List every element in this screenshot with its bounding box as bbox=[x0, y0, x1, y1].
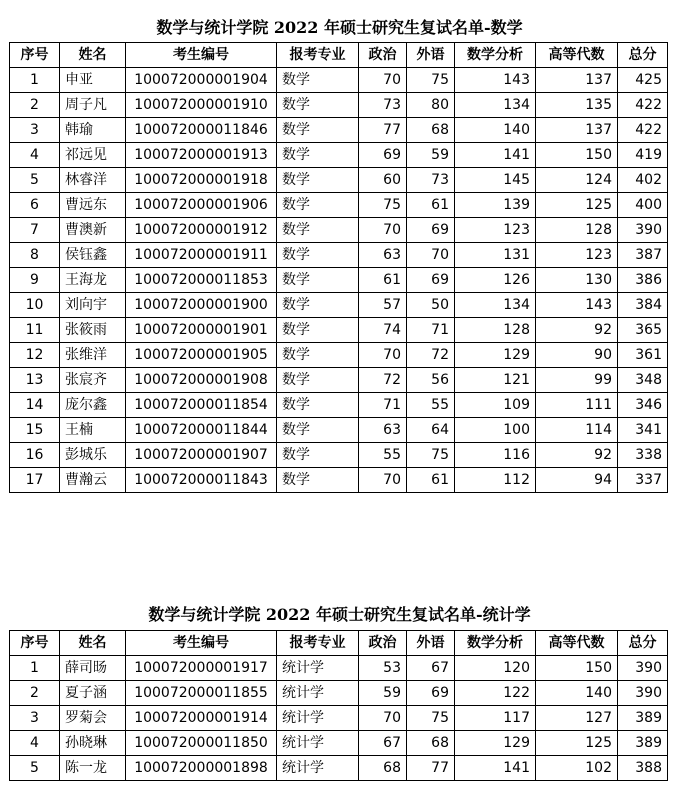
cell-major: 数学 bbox=[277, 443, 359, 468]
cell-seq: 3 bbox=[10, 118, 60, 143]
cell-name: 曹远东 bbox=[60, 193, 126, 218]
cell-politics: 70 bbox=[359, 343, 407, 368]
cell-math-analysis: 134 bbox=[455, 93, 536, 118]
cell-advanced-algebra: 99 bbox=[536, 368, 618, 393]
table-row bbox=[10, 143, 668, 168]
cell-advanced-algebra: 92 bbox=[536, 318, 618, 343]
cell-seq: 4 bbox=[10, 143, 60, 168]
cell-advanced-algebra: 90 bbox=[536, 343, 618, 368]
cell-major: 统计学 bbox=[277, 706, 359, 731]
table-row bbox=[10, 681, 668, 706]
cell-seq: 16 bbox=[10, 443, 60, 468]
cell-advanced-algebra: 125 bbox=[536, 731, 618, 756]
cell-foreign-language: 61 bbox=[407, 193, 455, 218]
header-math-analysis: 数学分析 bbox=[455, 631, 536, 656]
cell-name: 夏子涵 bbox=[60, 681, 126, 706]
cell-advanced-algebra: 130 bbox=[536, 268, 618, 293]
cell-name: 庞尔鑫 bbox=[60, 393, 126, 418]
cell-advanced-algebra: 150 bbox=[536, 143, 618, 168]
cell-advanced-algebra: 128 bbox=[536, 218, 618, 243]
cell-foreign-language: 80 bbox=[407, 93, 455, 118]
cell-politics: 60 bbox=[359, 168, 407, 193]
header-math-analysis: 数学分析 bbox=[455, 43, 536, 68]
header-advanced-algebra: 高等代数 bbox=[536, 631, 618, 656]
cell-math-analysis: 140 bbox=[455, 118, 536, 143]
table-row bbox=[10, 293, 668, 318]
cell-math-analysis: 126 bbox=[455, 268, 536, 293]
cell-major: 统计学 bbox=[277, 656, 359, 681]
cell-advanced-algebra: 135 bbox=[536, 93, 618, 118]
cell-total: 348 bbox=[618, 368, 668, 393]
cell-total: 365 bbox=[618, 318, 668, 343]
table-row bbox=[10, 656, 668, 681]
cell-advanced-algebra: 102 bbox=[536, 756, 618, 781]
cell-exam-id: 100072000001901 bbox=[126, 318, 277, 343]
header-name: 姓名 bbox=[60, 631, 126, 656]
cell-math-analysis: 112 bbox=[455, 468, 536, 493]
cell-math-analysis: 131 bbox=[455, 243, 536, 268]
cell-exam-id: 100072000001914 bbox=[126, 706, 277, 731]
cell-exam-id: 100072000011844 bbox=[126, 418, 277, 443]
cell-name: 曹澳新 bbox=[60, 218, 126, 243]
table-row bbox=[10, 68, 668, 93]
cell-foreign-language: 73 bbox=[407, 168, 455, 193]
cell-exam-id: 100072000001898 bbox=[126, 756, 277, 781]
cell-foreign-language: 67 bbox=[407, 656, 455, 681]
cell-foreign-language: 64 bbox=[407, 418, 455, 443]
cell-major: 数学 bbox=[277, 268, 359, 293]
cell-major: 数学 bbox=[277, 368, 359, 393]
header-advanced-algebra: 高等代数 bbox=[536, 43, 618, 68]
cell-politics: 67 bbox=[359, 731, 407, 756]
cell-name: 申亚 bbox=[60, 68, 126, 93]
cell-foreign-language: 69 bbox=[407, 218, 455, 243]
cell-name: 周子凡 bbox=[60, 93, 126, 118]
cell-math-analysis: 116 bbox=[455, 443, 536, 468]
cell-exam-id: 100072000001906 bbox=[126, 193, 277, 218]
cell-seq: 14 bbox=[10, 393, 60, 418]
header-total: 总分 bbox=[618, 43, 668, 68]
cell-advanced-algebra: 150 bbox=[536, 656, 618, 681]
header-foreign-language: 外语 bbox=[407, 43, 455, 68]
table-row bbox=[10, 168, 668, 193]
cell-math-analysis: 134 bbox=[455, 293, 536, 318]
cell-major: 数学 bbox=[277, 168, 359, 193]
math-table-body bbox=[10, 68, 668, 493]
table-row bbox=[10, 243, 668, 268]
table-row bbox=[10, 368, 668, 393]
cell-total: 341 bbox=[618, 418, 668, 443]
cell-total: 338 bbox=[618, 443, 668, 468]
cell-math-analysis: 121 bbox=[455, 368, 536, 393]
cell-name: 张维洋 bbox=[60, 343, 126, 368]
cell-seq: 1 bbox=[10, 68, 60, 93]
cell-math-analysis: 122 bbox=[455, 681, 536, 706]
table-row bbox=[10, 318, 668, 343]
cell-name: 陈一龙 bbox=[60, 756, 126, 781]
cell-foreign-language: 77 bbox=[407, 756, 455, 781]
cell-major: 数学 bbox=[277, 393, 359, 418]
cell-advanced-algebra: 123 bbox=[536, 243, 618, 268]
header-seq: 序号 bbox=[10, 631, 60, 656]
cell-math-analysis: 129 bbox=[455, 731, 536, 756]
cell-total: 361 bbox=[618, 343, 668, 368]
cell-foreign-language: 69 bbox=[407, 681, 455, 706]
cell-total: 388 bbox=[618, 756, 668, 781]
cell-seq: 15 bbox=[10, 418, 60, 443]
cell-major: 数学 bbox=[277, 143, 359, 168]
header-total: 总分 bbox=[618, 631, 668, 656]
cell-total: 387 bbox=[618, 243, 668, 268]
header-major: 报考专业 bbox=[277, 43, 359, 68]
cell-name: 彭城乐 bbox=[60, 443, 126, 468]
header-exam-id: 考生编号 bbox=[126, 631, 277, 656]
cell-major: 数学 bbox=[277, 218, 359, 243]
cell-name: 薛司旸 bbox=[60, 656, 126, 681]
cell-major: 数学 bbox=[277, 193, 359, 218]
cell-total: 402 bbox=[618, 168, 668, 193]
cell-total: 400 bbox=[618, 193, 668, 218]
cell-advanced-algebra: 125 bbox=[536, 193, 618, 218]
cell-name: 刘向宇 bbox=[60, 293, 126, 318]
cell-name: 王海龙 bbox=[60, 268, 126, 293]
cell-major: 数学 bbox=[277, 468, 359, 493]
cell-math-analysis: 139 bbox=[455, 193, 536, 218]
cell-major: 数学 bbox=[277, 243, 359, 268]
cell-total: 425 bbox=[618, 68, 668, 93]
cell-major: 数学 bbox=[277, 418, 359, 443]
cell-foreign-language: 68 bbox=[407, 731, 455, 756]
table-row bbox=[10, 193, 668, 218]
cell-politics: 59 bbox=[359, 681, 407, 706]
cell-politics: 70 bbox=[359, 468, 407, 493]
cell-total: 390 bbox=[618, 656, 668, 681]
cell-total: 422 bbox=[618, 118, 668, 143]
cell-seq: 11 bbox=[10, 318, 60, 343]
cell-name: 张筱雨 bbox=[60, 318, 126, 343]
cell-math-analysis: 129 bbox=[455, 343, 536, 368]
cell-math-analysis: 120 bbox=[455, 656, 536, 681]
cell-politics: 77 bbox=[359, 118, 407, 143]
cell-exam-id: 100072000001918 bbox=[126, 168, 277, 193]
cell-math-analysis: 141 bbox=[455, 143, 536, 168]
cell-seq: 9 bbox=[10, 268, 60, 293]
cell-exam-id: 100072000001912 bbox=[126, 218, 277, 243]
cell-exam-id: 100072000001910 bbox=[126, 93, 277, 118]
cell-major: 统计学 bbox=[277, 731, 359, 756]
cell-foreign-language: 75 bbox=[407, 706, 455, 731]
cell-total: 389 bbox=[618, 706, 668, 731]
cell-total: 389 bbox=[618, 731, 668, 756]
cell-advanced-algebra: 137 bbox=[536, 118, 618, 143]
cell-foreign-language: 75 bbox=[407, 68, 455, 93]
cell-math-analysis: 123 bbox=[455, 218, 536, 243]
table-row bbox=[10, 443, 668, 468]
cell-major: 数学 bbox=[277, 118, 359, 143]
math-list-title: 数学与统计学院 2022 年硕士研究生复试名单-数学 bbox=[156, 18, 523, 37]
header-politics: 政治 bbox=[359, 43, 407, 68]
cell-name: 侯钰鑫 bbox=[60, 243, 126, 268]
math-candidates-table bbox=[9, 42, 668, 493]
cell-politics: 70 bbox=[359, 706, 407, 731]
cell-major: 统计学 bbox=[277, 756, 359, 781]
stats-table-body bbox=[10, 656, 668, 781]
cell-name: 王楠 bbox=[60, 418, 126, 443]
cell-politics: 53 bbox=[359, 656, 407, 681]
table-row bbox=[10, 268, 668, 293]
cell-exam-id: 100072000001913 bbox=[126, 143, 277, 168]
cell-politics: 71 bbox=[359, 393, 407, 418]
cell-politics: 63 bbox=[359, 418, 407, 443]
cell-politics: 70 bbox=[359, 68, 407, 93]
cell-seq: 3 bbox=[10, 706, 60, 731]
cell-advanced-algebra: 114 bbox=[536, 418, 618, 443]
cell-total: 384 bbox=[618, 293, 668, 318]
cell-name: 韩瑜 bbox=[60, 118, 126, 143]
table-row bbox=[10, 418, 668, 443]
header-major: 报考专业 bbox=[277, 631, 359, 656]
cell-seq: 5 bbox=[10, 756, 60, 781]
cell-foreign-language: 55 bbox=[407, 393, 455, 418]
cell-politics: 72 bbox=[359, 368, 407, 393]
cell-foreign-language: 68 bbox=[407, 118, 455, 143]
header-name: 姓名 bbox=[60, 43, 126, 68]
cell-foreign-language: 50 bbox=[407, 293, 455, 318]
cell-exam-id: 100072000001917 bbox=[126, 656, 277, 681]
header-exam-id: 考生编号 bbox=[126, 43, 277, 68]
cell-name: 祁远见 bbox=[60, 143, 126, 168]
cell-exam-id: 100072000001904 bbox=[126, 68, 277, 93]
cell-total: 386 bbox=[618, 268, 668, 293]
cell-total: 337 bbox=[618, 468, 668, 493]
table-row bbox=[10, 468, 668, 493]
cell-advanced-algebra: 143 bbox=[536, 293, 618, 318]
cell-foreign-language: 69 bbox=[407, 268, 455, 293]
cell-seq: 10 bbox=[10, 293, 60, 318]
header-foreign-language: 外语 bbox=[407, 631, 455, 656]
cell-total: 390 bbox=[618, 681, 668, 706]
table-row bbox=[10, 731, 668, 756]
table-row bbox=[10, 118, 668, 143]
cell-math-analysis: 100 bbox=[455, 418, 536, 443]
cell-name: 曹瀚云 bbox=[60, 468, 126, 493]
cell-math-analysis: 141 bbox=[455, 756, 536, 781]
cell-math-analysis: 128 bbox=[455, 318, 536, 343]
cell-total: 419 bbox=[618, 143, 668, 168]
table-row bbox=[10, 706, 668, 731]
table-row bbox=[10, 756, 668, 781]
cell-seq: 17 bbox=[10, 468, 60, 493]
cell-math-analysis: 109 bbox=[455, 393, 536, 418]
cell-advanced-algebra: 111 bbox=[536, 393, 618, 418]
cell-total: 390 bbox=[618, 218, 668, 243]
cell-foreign-language: 59 bbox=[407, 143, 455, 168]
cell-math-analysis: 143 bbox=[455, 68, 536, 93]
cell-seq: 13 bbox=[10, 368, 60, 393]
cell-advanced-algebra: 140 bbox=[536, 681, 618, 706]
cell-exam-id: 100072000011846 bbox=[126, 118, 277, 143]
cell-politics: 75 bbox=[359, 193, 407, 218]
header-politics: 政治 bbox=[359, 631, 407, 656]
cell-foreign-language: 56 bbox=[407, 368, 455, 393]
cell-advanced-algebra: 92 bbox=[536, 443, 618, 468]
cell-seq: 12 bbox=[10, 343, 60, 368]
cell-major: 数学 bbox=[277, 343, 359, 368]
cell-politics: 61 bbox=[359, 268, 407, 293]
cell-exam-id: 100072000001905 bbox=[126, 343, 277, 368]
table-row bbox=[10, 93, 668, 118]
cell-foreign-language: 75 bbox=[407, 443, 455, 468]
cell-math-analysis: 117 bbox=[455, 706, 536, 731]
cell-seq: 2 bbox=[10, 93, 60, 118]
cell-math-analysis: 145 bbox=[455, 168, 536, 193]
cell-major: 数学 bbox=[277, 293, 359, 318]
cell-foreign-language: 71 bbox=[407, 318, 455, 343]
cell-major: 统计学 bbox=[277, 681, 359, 706]
cell-exam-id: 100072000001908 bbox=[126, 368, 277, 393]
cell-exam-id: 100072000011855 bbox=[126, 681, 277, 706]
cell-major: 数学 bbox=[277, 68, 359, 93]
cell-exam-id: 100072000001911 bbox=[126, 243, 277, 268]
cell-politics: 68 bbox=[359, 756, 407, 781]
cell-name: 孙晓琳 bbox=[60, 731, 126, 756]
cell-seq: 5 bbox=[10, 168, 60, 193]
cell-politics: 63 bbox=[359, 243, 407, 268]
cell-seq: 6 bbox=[10, 193, 60, 218]
cell-total: 346 bbox=[618, 393, 668, 418]
cell-exam-id: 100072000011853 bbox=[126, 268, 277, 293]
cell-total: 422 bbox=[618, 93, 668, 118]
table-row bbox=[10, 218, 668, 243]
table-header-row bbox=[10, 43, 668, 68]
table-row bbox=[10, 393, 668, 418]
cell-advanced-algebra: 94 bbox=[536, 468, 618, 493]
cell-name: 林睿洋 bbox=[60, 168, 126, 193]
cell-foreign-language: 70 bbox=[407, 243, 455, 268]
cell-name: 张宸齐 bbox=[60, 368, 126, 393]
cell-politics: 69 bbox=[359, 143, 407, 168]
header-seq: 序号 bbox=[10, 43, 60, 68]
cell-seq: 7 bbox=[10, 218, 60, 243]
cell-exam-id: 100072000011843 bbox=[126, 468, 277, 493]
cell-exam-id: 100072000001907 bbox=[126, 443, 277, 468]
cell-major: 数学 bbox=[277, 93, 359, 118]
cell-politics: 70 bbox=[359, 218, 407, 243]
cell-seq: 1 bbox=[10, 656, 60, 681]
cell-seq: 8 bbox=[10, 243, 60, 268]
stats-candidates-table bbox=[9, 630, 668, 781]
cell-politics: 74 bbox=[359, 318, 407, 343]
cell-exam-id: 100072000011854 bbox=[126, 393, 277, 418]
cell-advanced-algebra: 124 bbox=[536, 168, 618, 193]
cell-major: 数学 bbox=[277, 318, 359, 343]
stats-list-title: 数学与统计学院 2022 年硕士研究生复试名单-统计学 bbox=[148, 605, 531, 624]
cell-foreign-language: 61 bbox=[407, 468, 455, 493]
cell-politics: 57 bbox=[359, 293, 407, 318]
cell-advanced-algebra: 137 bbox=[536, 68, 618, 93]
cell-politics: 55 bbox=[359, 443, 407, 468]
cell-exam-id: 100072000011850 bbox=[126, 731, 277, 756]
cell-seq: 2 bbox=[10, 681, 60, 706]
table-row bbox=[10, 343, 668, 368]
table-header-row bbox=[10, 631, 668, 656]
cell-foreign-language: 72 bbox=[407, 343, 455, 368]
cell-exam-id: 100072000001900 bbox=[126, 293, 277, 318]
cell-advanced-algebra: 127 bbox=[536, 706, 618, 731]
cell-seq: 4 bbox=[10, 731, 60, 756]
cell-politics: 73 bbox=[359, 93, 407, 118]
cell-name: 罗菊会 bbox=[60, 706, 126, 731]
